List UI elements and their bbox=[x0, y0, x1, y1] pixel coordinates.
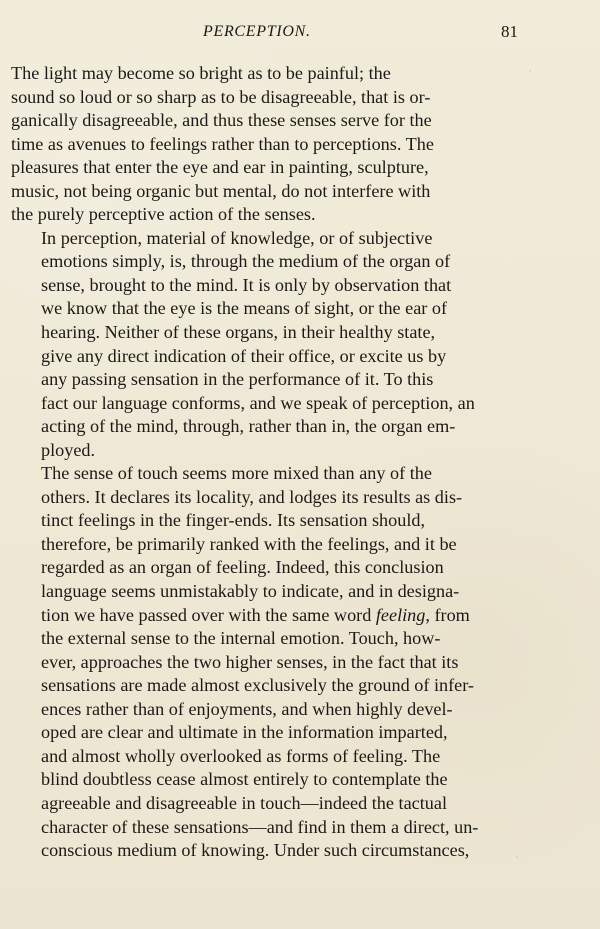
text-line: the external sense to the internal emotion. Touch, how- bbox=[41, 628, 441, 649]
text-line: oped are clear and ultimate in the information imparted, bbox=[41, 722, 448, 743]
text-line: time as avenues to feelings rather than to perceptions. The bbox=[11, 133, 434, 154]
text-line: The sense of touch seems more mixed than any of the bbox=[41, 463, 432, 484]
text-line: pleasures that enter the eye and ear in painting, sculpture, bbox=[11, 157, 429, 178]
text-line: the purely perceptive action of the senses. bbox=[11, 204, 316, 225]
text-line: In perception, material of knowledge, or of subjective bbox=[41, 227, 433, 248]
text-line: character of these sensations—and find in them a direct, un- bbox=[41, 816, 479, 837]
paper-speck bbox=[516, 856, 518, 858]
text-line: music, not being organic but mental, do not interfere with bbox=[11, 180, 431, 201]
emphasis-text-line bbox=[11, 604, 523, 628]
body-text bbox=[11, 62, 523, 863]
text-line: therefore, be primarily ranked with the feelings, and it be bbox=[41, 533, 457, 554]
page-header bbox=[0, 20, 600, 44]
text-line: sense, brought to the mind. It is only by observation that bbox=[41, 274, 452, 295]
text-line: blind doubtless cease almost entirely to contemplate the bbox=[41, 769, 448, 790]
italic-word: feeling bbox=[375, 604, 426, 625]
text-line: we know that the eye is the means of sight, or the ear of bbox=[41, 298, 448, 319]
text-line: agreeable and disagreeable in touch—indeed the tactual bbox=[41, 792, 447, 813]
text-line: fact our language conforms, and we speak of perception, an bbox=[41, 392, 475, 413]
paper-speck bbox=[431, 914, 433, 915]
text-line: language seems unmistakably to indicate, and in designa- bbox=[41, 581, 460, 602]
text-line: ganically disagreeable, and thus these senses serve for the bbox=[11, 110, 432, 131]
paragraph-3 bbox=[11, 462, 523, 862]
text-line: hearing. Neither of these organs, in their healthy state, bbox=[41, 322, 436, 343]
paper-speck bbox=[529, 70, 531, 72]
text-line: sound so loud or so sharp as to be disagreeable, that is or- bbox=[11, 86, 431, 107]
paragraph-1 bbox=[11, 62, 523, 227]
running-head: PERCEPTION. bbox=[203, 23, 311, 40]
text-line: and almost wholly overlooked as forms of feeling. The bbox=[41, 745, 441, 766]
text-line: ployed. bbox=[41, 439, 96, 460]
text-line: any passing sensation in the performance of it. To this bbox=[41, 369, 434, 390]
text-line: give any direct indication of their office, or excite us by bbox=[41, 345, 447, 366]
text-line: The light may become so bright as to be painful; the bbox=[11, 63, 391, 83]
text-line: sensations are made almost exclusively the ground of infer- bbox=[41, 675, 474, 696]
paragraph-2 bbox=[11, 227, 523, 462]
page-number: 81 bbox=[501, 22, 518, 41]
text-line: acting of the mind, through, rather than in, the organ em- bbox=[41, 416, 456, 437]
text-line: ever, approaches the two higher senses, in the fact that its bbox=[41, 651, 459, 672]
text-line: conscious medium of knowing. Under such circumstances, bbox=[41, 840, 470, 861]
line-fragment: , from bbox=[425, 604, 470, 625]
text-line: tinct feelings in the finger-ends. Its sensation should, bbox=[41, 510, 426, 531]
line-fragment: tion we have passed over with the same word bbox=[41, 604, 376, 625]
text-line: regarded as an organ of feeling. Indeed, this conclusion bbox=[41, 557, 444, 578]
text-line: emotions simply, is, through the medium of the organ of bbox=[41, 251, 451, 272]
text-line: others. It declares its locality, and lodges its results as dis- bbox=[41, 486, 463, 507]
text-line: ences rather than of enjoyments, and when highly devel- bbox=[41, 698, 453, 719]
